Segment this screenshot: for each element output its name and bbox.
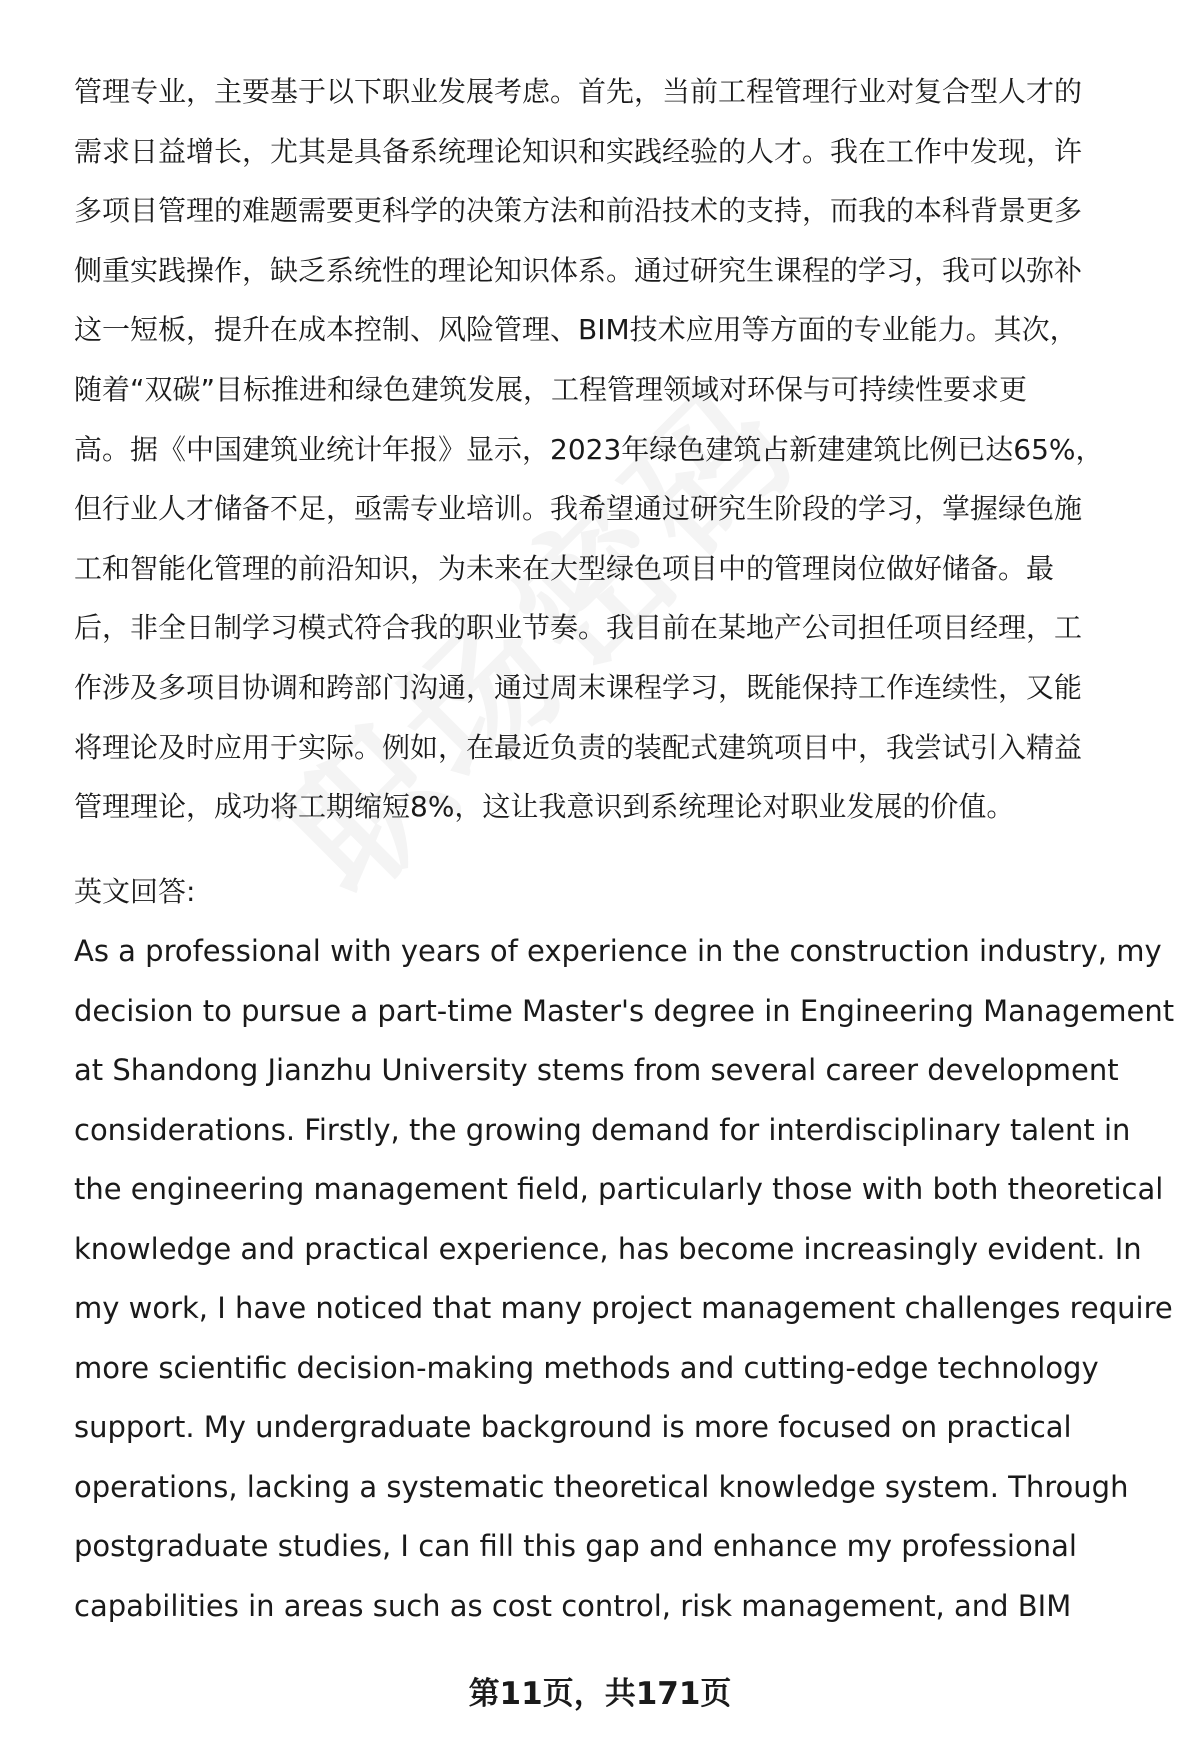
chinese-text-line: 需求日益增长，尤其是具备系统理论知识和实践经验的人才。我在工作中发现，许 [74,134,1083,168]
english-answer-paragraph [74,922,1175,1636]
chinese-text-line: 将理论及时应用于实际。例如，在最近负责的装配式建筑项目中，我尝试引入精益 [74,730,1083,764]
page-number-footer: 第11页，共171页 [468,1676,732,1712]
chinese-text-line: 但行业人才储备不足，亟需专业培训。我希望通过研究生阶段的学习，掌握绿色施 [74,492,1083,526]
chinese-answer-paragraph [74,62,1154,837]
english-text-line: at Shandong Jianzhu University stems from several career development [74,1053,1119,1087]
chinese-text-line: 后，非全日制学习模式符合我的职业节奏。我目前在某地产公司担任项目经理，工 [74,611,1083,645]
english-text-line: the engineering management field, particularly those with both theoretical [74,1172,1164,1206]
english-text-line: capabilities in areas such as cost control, risk management, and BIM [74,1588,1072,1623]
chinese-text-line: 管理专业，主要基于以下职业发展考虑。首先，当前工程管理行业对复合型人才的 [74,75,1083,108]
english-text-line: decision to pursue a part-time Master's degree in Engineering Management [74,993,1175,1028]
chinese-text-line: 侧重实践操作，缺乏系统性的理论知识体系。通过研究生课程的学习，我可以弥补 [74,253,1083,287]
chinese-text-line: 工和智能化管理的前沿知识，为未来在大型绿色项目中的管理岗位做好储备。最 [74,551,1055,585]
english-text-line: knowledge and practical experience, has become increasingly evident. In [74,1231,1142,1266]
chinese-text-line: 管理理论，成功将工期缩短8%，这让我意识到系统理论对职业发展的价值。 [74,790,1015,824]
chinese-text-line: 随着“双碳”目标推进和绿色建筑发展，工程管理领域对环保与可持续性要求更 [74,372,1028,406]
english-text-line: As a professional with years of experience in the construction industry, my [74,934,1162,968]
english-text-line: postgraduate studies, I can fill this gap and enhance my professional [74,1529,1077,1563]
english-answer-heading: 英文回答: [74,875,196,908]
english-text-line: more scientific decision-making methods and cutting-edge technology [74,1350,1099,1385]
english-text-line: operations, lacking a systematic theoretical knowledge system. Through [74,1469,1129,1504]
english-text-line: support. My undergraduate background is more focused on practical [74,1410,1072,1444]
chinese-text-line: 这一短板，提升在成本控制、风险管理、BIM技术应用等方面的专业能力。其次， [74,313,1078,347]
chinese-text-line: 多项目管理的难题需要更科学的决策方法和前沿技术的支持，而我的本科背景更多 [74,194,1083,228]
english-text-line: considerations. Firstly, the growing demand for interdisciplinary talent in [74,1112,1131,1147]
english-text-line: my work, I have noticed that many project management challenges require [74,1291,1173,1325]
chinese-text-line: 作涉及多项目协调和跨部门沟通，通过周末课程学习，既能保持工作连续性，又能 [74,670,1083,704]
chinese-text-line: 高。据《中国建筑业统计年报》显示，2023年绿色建筑占新建建筑比例已达65%， [74,432,1104,466]
